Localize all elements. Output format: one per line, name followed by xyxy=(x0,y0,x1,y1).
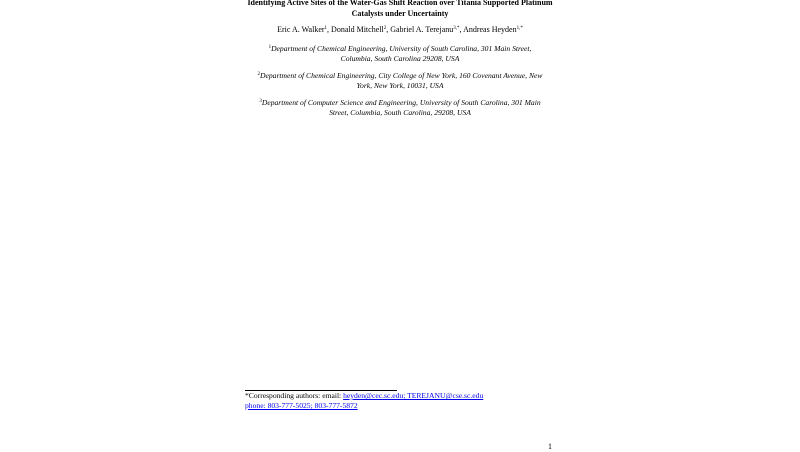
footnote-email-line xyxy=(245,391,483,401)
corresponding-author-footnote xyxy=(245,391,483,411)
affiliation-line-2: Columbia, South Carolina 29208, USA xyxy=(340,54,460,63)
author-separator: , xyxy=(386,25,391,34)
affiliation-mark: 1 xyxy=(268,45,272,50)
affiliation-3 xyxy=(240,98,560,118)
author-list xyxy=(200,25,600,35)
author-name: Donald Mitchell xyxy=(331,25,384,34)
author-separator: , xyxy=(327,25,332,34)
email-separator: ; xyxy=(403,391,408,400)
email-link-heyden[interactable]: heyden@cec.sc.edu xyxy=(343,391,404,400)
affiliation-line-1: Department of Chemical Engineering, City College of New York, 160 Covenant Avenue, New xyxy=(260,71,543,80)
affiliation-line-2: Street, Columbia, South Carolina, 29208, USA xyxy=(329,108,471,117)
affiliation-line-2: York, New York, 10031, USA xyxy=(356,81,444,90)
affiliation-mark: 2 xyxy=(257,72,261,77)
author-affiliation-mark: 3,* xyxy=(453,26,460,31)
title-line-1: Identifying Active Sites of the Water-Gas Shift Reaction over Titania Supported Platinum xyxy=(247,0,553,7)
title-line-2: Catalysts under Uncertainty xyxy=(351,9,449,18)
page-number: 1 xyxy=(548,442,552,451)
author-separator: , xyxy=(459,25,464,34)
author-name: Gabriel A. Terejanu xyxy=(390,25,454,34)
author-name: Andreas Heyden xyxy=(463,25,517,34)
author-affiliation-mark: 2 xyxy=(383,26,387,31)
affiliation-line-1: Department of Chemical Engineering, University of South Carolina, 301 Main Street, xyxy=(271,44,532,53)
affiliation-mark: 3 xyxy=(259,99,262,104)
affiliation-2 xyxy=(240,71,560,91)
phone-link[interactable]: phone: 803-777-5025; 803-777-5872 xyxy=(245,401,358,410)
author-name: Eric A. Walker xyxy=(277,25,325,34)
affiliation-1 xyxy=(240,44,560,64)
footnote-prefix: *Corresponding authors: email: xyxy=(245,391,344,400)
author-affiliation-mark: 1,* xyxy=(516,26,523,31)
author-affiliation-mark: 1 xyxy=(324,26,328,31)
paper-title xyxy=(200,0,600,19)
email-link-terejanu[interactable]: TEREJANU@cse.sc.edu xyxy=(407,391,484,400)
affiliation-line-1: Department of Computer Science and Engineering, University of South Carolina, 301 Main xyxy=(261,98,541,107)
